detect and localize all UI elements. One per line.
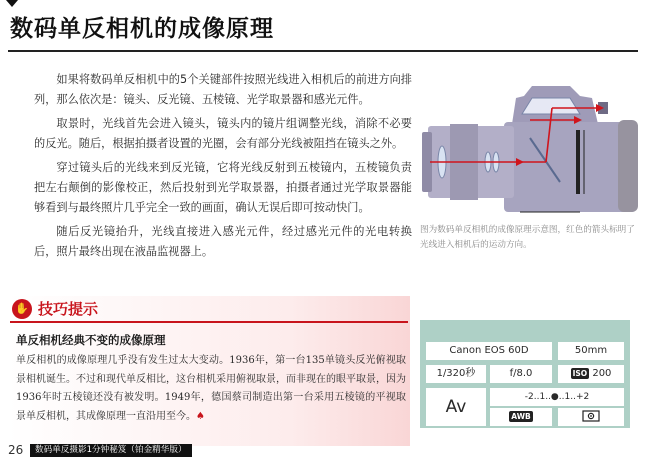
camera-diagram [420,84,640,219]
corner-marker [6,0,18,7]
tip-title: 技巧提示 [38,300,99,318]
iso-badge: ISO [572,369,588,378]
stop-hand-icon: ✋ [12,299,32,319]
lcd-iso [558,365,624,383]
footer-book-title: 数码单反摄影1分钟秘笈（铂金精华版） [30,444,192,457]
lcd-exposure-scale: -2..1..●..1..+2 [490,388,624,406]
lcd-metering [558,408,624,426]
paragraph-1: 如果将数码单反相机中的5个关键部件按照光线进入相机后的前进方向排列，那么依次是：镜头、反光镜、五棱镜、光学取景器和感光元件。 [34,73,412,106]
page-title: 数码单反相机的成像原理 [10,16,274,42]
paragraph-3: 穿过镜头后的光线来到反光镜，它将光线反射到五棱镜内，五棱镜负责把左右颠倒的影像校正，然后投射到光学取景器，拍摄者通过光学取景器能够看到与最终照片几乎完全一致的画面，确认无误后即可按动快门。 [34,161,412,214]
tip-header [10,297,408,323]
paragraph-2: 取景时，光线首先会进入镜头，镜头内的镜片组调整光线，消除不必要的反光。随后，根据拍摄者设置的光圈，会有部分光线被阻挡在镜头之外。 [34,117,412,150]
body-text [34,70,412,266]
tip-body [16,352,406,426]
paragraph-4: 随后反光镜抬升，光线直接进入感光元件，经过感光元件的光电转换后，照片最终出现在液晶监视器上。 [34,225,412,258]
camera-lcd-panel [420,320,630,428]
lcd-white-balance [490,408,552,426]
title-rule [8,50,638,52]
camera-grip [618,120,638,212]
lcd-camera-model: Canon EOS 60D [426,342,552,360]
evaluative-metering-icon [582,410,600,422]
image-sensor [576,130,580,194]
tip-body-text: 单反相机的成像原理几乎没有发生过太大变动。1936年，第一台135单镜头反光俯视取景相机诞生。不过和现代单反相比，这台相机采用俯视取景，而非现在的眼平取景，因为1936年时五棱镜还没有被发明。1949年，德国蔡司制造出第一台采用五棱镜的平视取景单反相机，其成像原理一直沿用至今。 [16,355,406,422]
lcd-aperture: f/8.0 [490,365,552,383]
awb-badge: AWB [511,412,531,421]
lcd-shutter-speed: 1/320秒 [426,365,486,383]
lcd-focal-length: 50mm [558,342,624,360]
spade-end-mark: ♠ [196,410,205,422]
tip-subheading: 单反相机经典不变的成像原理 [16,333,166,347]
lcd-shooting-mode: Av [426,388,486,426]
page-number: 26 [8,443,24,457]
camera-body [504,122,636,212]
figure-caption: 图为数码单反相机的成像原理示意图，红色的箭头标明了光线进入相机后的运动方向。 [420,225,635,250]
iso-value: 200 [592,368,612,379]
